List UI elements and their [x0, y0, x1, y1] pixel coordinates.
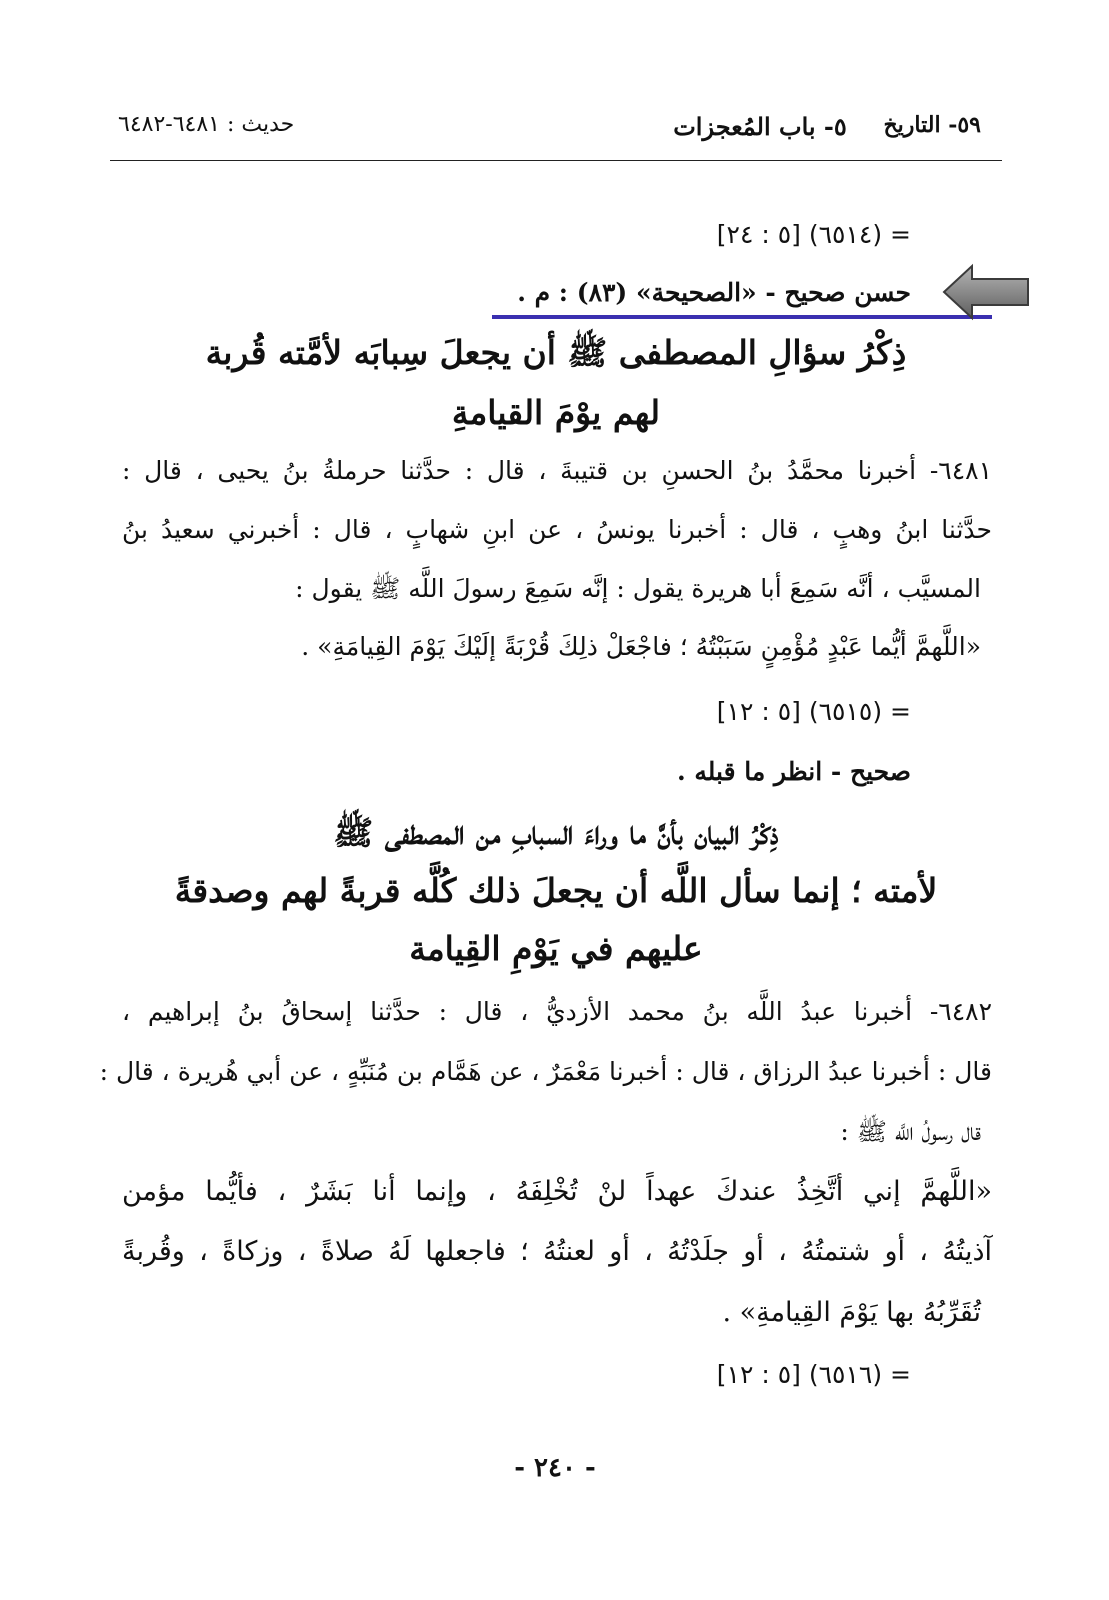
section-title-2-line3: عليهم في يَوْمِ القِيامة: [409, 929, 703, 968]
hadith-6482-line1: ٦٤٨٢- أخبرنا عبدُ اللَّه بنُ محمد الأزديُّ ، قال : حدَّثنا إسحاقُ بنُ إبراهيم ،: [122, 997, 992, 1026]
section-title-1-line2: لهم يوْمَ القيامةِ: [451, 393, 661, 432]
hadith-6482-line3: قال رسولُ اللَّه ﷺ :: [840, 1117, 981, 1146]
hadith-6482-line2: قال : أخبرنا عبدُ الرزاق ، قال : أخبرنا مَعْمَرٌ ، عن هَمَّام بن مُنَبِّهٍ ، عن أبي هُريرة ، قال :: [99, 1057, 992, 1086]
grade-highlight-underline: [492, 315, 992, 319]
header-divider: [110, 160, 1002, 161]
hadith-6481-line3: المسيَّب ، أنَّه سَمِعَ أبا هريرة يقول : إنَّه سَمِعَ رسولَ اللَّه ﷺ يقول :: [295, 574, 981, 603]
section-title-1-line1: ذِكْرُ سؤالِ المصطفى ﷺ أن يجعلَ سِبابَه لأمَّته قُربة: [205, 333, 907, 372]
hadith-6482-text-line3: تُقَرِّبُهُ بها يَوْمَ القِيامةِ» .: [722, 1297, 981, 1328]
grade-6514: حسن صحيح - «الصحيحة» (٨٣) : م .: [517, 278, 911, 307]
cross-reference-6515: = (٦٥١٥) [٥ : ١٢]: [716, 697, 911, 726]
cross-reference-6514: = (٦٥١٤) [٥ : ٢٤]: [716, 220, 911, 249]
header-hadith-range: حديث : ٦٤٨١-٦٤٨٢: [118, 112, 295, 137]
hadith-6481-text: «اللَّهمَّ أيُّما عَبْدٍ مُؤْمِنٍ سَبَبْتُهُ ؛ فاجْعَلْ ذلِكَ قُرْبَةً إلَيْكَ يَوْمَ القِيامَةِ» .: [301, 632, 981, 661]
page-number: - ٢٤٠ -: [514, 1453, 596, 1483]
hadith-6481-line2: حدَّثنا ابنُ وهبٍ ، قال : أخبرنا يونسُ ، عن ابنِ شهابٍ ، قال : أخبرني سعيدُ بنُ: [122, 515, 992, 544]
hadith-6482-text-line1: «اللَّهمَّ إني أتَّخِذُ عندكَ عهداً لنْ تُخْلِفَهُ ، وإنما أنا بَشَرٌ ، فأيُّما مؤمن: [122, 1176, 992, 1207]
grade-6515: صحيح - انظر ما قبله .: [676, 757, 911, 786]
header-chapter-title: ٥- باب المُعجزات: [673, 112, 847, 141]
section-title-2-line2: لأمته ؛ إنما سأل اللَّه أن يجعلَ ذلك كُلَّه قربةً لهم وصدقةً: [174, 871, 938, 910]
header-book-title: ٥٩- التاريخ: [883, 112, 981, 138]
cross-reference-6516: = (٦٥١٦) [٥ : ١٢]: [716, 1360, 911, 1389]
section-title-2-line1: ذِكْرُ البيان بأنَّ ما وراءَ السبابِ من المصطفى ﷺ: [333, 813, 779, 852]
hadith-6481-line1: ٦٤٨١- أخبرنا محمَّدُ بنُ الحسنِ بن قتيبةَ ، قال : حدَّثنا حرملةُ بنُ يحيى ، قال :: [122, 456, 992, 485]
left-pointing-arrow-icon: [942, 263, 1030, 321]
hadith-6482-text-line2: آذيتُهُ ، أو شتمتُهُ ، أو جلَدْتُهُ ، أو لعنتُهُ ؛ فاجعلها لَهُ صلاةً ، وزكاةً ، وقُربةً: [122, 1236, 992, 1267]
